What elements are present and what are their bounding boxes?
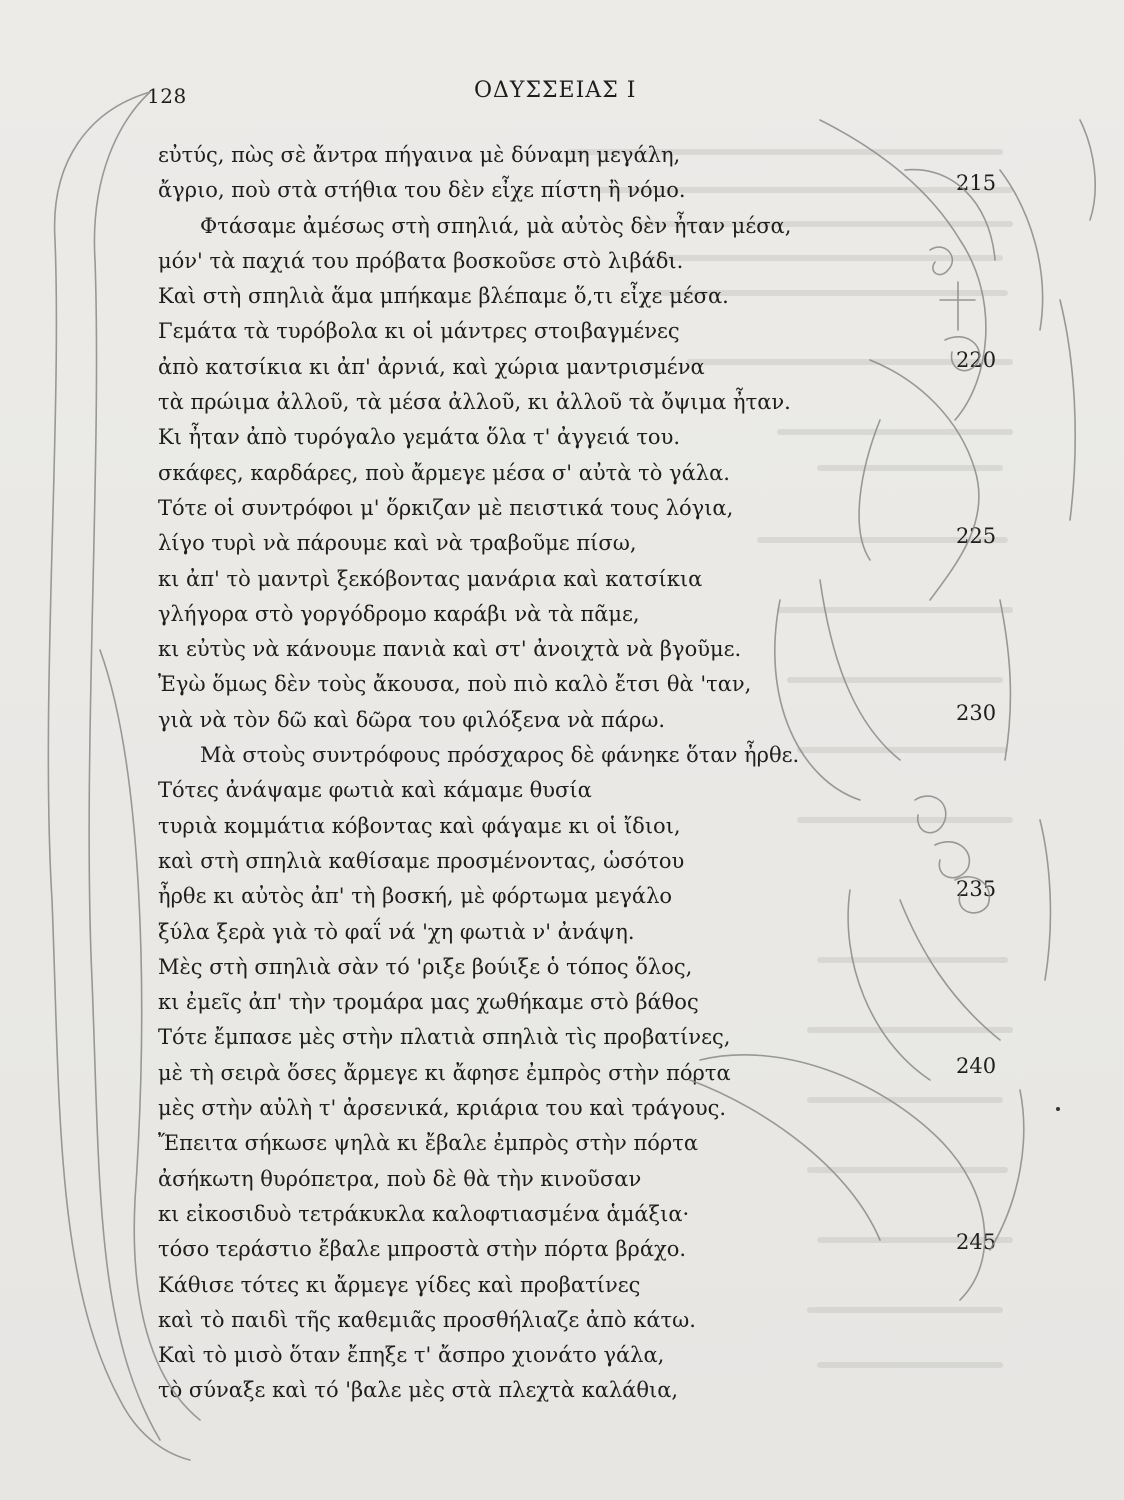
verse-line: Καὶ στὴ σπηλιὰ ἅμα μπήκαμε βλέπαμε ὅ,τι εἶχε μέσα. bbox=[158, 284, 729, 309]
verse-line: εὐτύς, πὼς σὲ ἄντρα πήγαινα μὲ δύναμη μεγάλη, bbox=[158, 143, 681, 167]
verse-line: γλήγορα στὸ γοργόδρομο καράβι νὰ τὰ πᾶμε, bbox=[158, 601, 640, 626]
verse-line: καὶ στὴ σπηλιὰ καθίσαμε προσμένοντας, ὡσότου bbox=[158, 848, 685, 873]
verse-line: τὸ σύναξε καὶ τό 'βαλε μὲς στὰ πλεχτὰ καλάθια, bbox=[158, 1378, 679, 1403]
verse-line: μόν' τὰ παχιά του πρόβατα βοσκοῦσε στὸ λιβάδι. bbox=[158, 248, 684, 273]
verse-line: Τότε οἱ συντρόφοι μ' ὅρκιζαν μὲ πειστικά τους λόγια, bbox=[158, 495, 734, 520]
verse-line: Μὲς στὴ σπηλιὰ σὰν τό 'ριξε βούιξε ὁ τόπος ὅλος, bbox=[158, 954, 693, 979]
verse-line: καὶ τὸ παιδὶ τῆς καθεμιᾶς προσθήλιαζε ἀπὸ κάτω. bbox=[158, 1307, 696, 1332]
verse-line: κι ἐμεῖς ἀπ' τὴν τρομάρα μας χωθήκαμε στὸ βάθος bbox=[158, 990, 699, 1015]
line-number: 235 bbox=[956, 877, 997, 902]
line-number: 225 bbox=[956, 524, 997, 549]
verse-line: ξύλα ξερὰ γιὰ τὸ φαΐ νά 'χη φωτιὰ ν' ἀνάψη. bbox=[158, 919, 635, 944]
verse-line: σκάφες, καρδάρες, ποὺ ἄρμεγε μέσα σ' αὐτὰ τὸ γάλα. bbox=[158, 460, 730, 485]
verse-line: Μὰ στοὺς συντρόφους πρόσχαρος δὲ φάνηκε ὅταν ἦρθε. bbox=[200, 743, 800, 768]
verse-line: Τότε ἔμπασε μὲς στὴν πλατιὰ σπηλιὰ τὶς προβατίνες, bbox=[158, 1025, 731, 1050]
verse-line: κι εὐτὺς νὰ κάνουμε πανιὰ καὶ στ' ἀνοιχτὰ νὰ βγοῦμε. bbox=[158, 637, 742, 662]
verse-line: ἦρθε κι αὐτὸς ἀπ' τὴ βοσκή, μὲ φόρτωμα μεγάλο 235 bbox=[158, 879, 1018, 914]
verse-line: Ἔπειτα σήκωσε ψηλὰ κι ἔβαλε ἐμπρὸς στὴν πόρτα bbox=[158, 1131, 699, 1156]
verse-line: κι ἀπ' τὸ μαντρὶ ξεκόβοντας μανάρια καὶ κατσίκια bbox=[158, 566, 703, 591]
line-number: 245 bbox=[956, 1230, 997, 1255]
verse-line: ἄγριο, ποὺ στὰ στήθια του δὲν εἶχε πίστη ἢ νόμο. 215 bbox=[158, 173, 1018, 208]
line-number: 215 bbox=[956, 171, 997, 196]
verse-block bbox=[158, 138, 1018, 1409]
verse-line: Καὶ τὸ μισὸ ὅταν ἔπηξε τ' ἄσπρο χιονάτο γάλα, bbox=[158, 1343, 665, 1368]
line-number: 240 bbox=[956, 1053, 997, 1078]
verse-line: Φτάσαμε ἀμέσως στὴ σπηλιά, μὰ αὐτὸς δὲν ἦταν μέσα, bbox=[200, 213, 792, 238]
verse-line: ἀπὸ κατσίκια κι ἀπ' ἀρνιά, καὶ χώρια μαντρισμένα 220 bbox=[158, 350, 1018, 385]
running-head: ΟΔΥΣΣΕΙΑΣ Ι bbox=[474, 78, 637, 103]
page-number: 128 bbox=[147, 84, 187, 108]
verse-line: Κι ἦταν ἀπὸ τυρόγαλο γεμάτα ὅλα τ' ἀγγειά του. bbox=[158, 425, 681, 450]
verse-line: Τότες ἀνάψαμε φωτιὰ καὶ κάμαμε θυσία bbox=[158, 778, 592, 803]
line-number: 220 bbox=[956, 347, 997, 372]
verse-line: τυριὰ κομμάτια κόβοντας καὶ φάγαμε κι οἱ ἴδιοι, bbox=[158, 813, 681, 838]
line-number: 230 bbox=[956, 700, 997, 725]
verse-line: μὲ τὴ σειρὰ ὅσες ἄρμεγε κι ἄφησε ἐμπρὸς στὴν πόρτα 240 bbox=[158, 1056, 1018, 1091]
pencil-dot bbox=[1056, 1107, 1060, 1111]
verse-line: γιὰ νὰ τὸν δῶ καὶ δῶρα του φιλόξενα νὰ πάρω. 230 bbox=[158, 703, 1018, 738]
verse-line: Γεμάτα τὰ τυρόβολα κι οἱ μάντρες στοιβαγμένες bbox=[158, 319, 680, 344]
verse-line: Κάθισε τότες κι ἄρμεγε γίδες καὶ προβατίνες bbox=[158, 1272, 641, 1297]
verse-line: κι εἰκοσιδυὸ τετράκυκλα καλοφτιασμένα ἁμάξια· bbox=[158, 1201, 690, 1226]
verse-line: τὰ πρώιμα ἀλλοῦ, τὰ μέσα ἀλλοῦ, κι ἀλλοῦ τὰ ὄψιμα ἦταν. bbox=[158, 390, 791, 415]
verse-line: μὲς στὴν αὐλὴ τ' ἀρσενικά, κριάρια του καὶ τράγους. bbox=[158, 1096, 727, 1121]
verse-line: ἀσήκωτη θυρόπετρα, ποὺ δὲ θὰ τὴν κινοῦσαν bbox=[158, 1166, 642, 1191]
verse-line: Ἐγὼ ὅμως δὲν τοὺς ἄκουσα, ποὺ πιὸ καλὸ ἔτσι θὰ 'ταν, bbox=[158, 672, 752, 697]
verse-line: λίγο τυρὶ νὰ πάρουμε καὶ νὰ τραβοῦμε πίσω, 225 bbox=[158, 526, 1018, 561]
verse-line: τόσο τεράστιο ἔβαλε μπροστὰ στὴν πόρτα βράχο. 245 bbox=[158, 1232, 1018, 1267]
